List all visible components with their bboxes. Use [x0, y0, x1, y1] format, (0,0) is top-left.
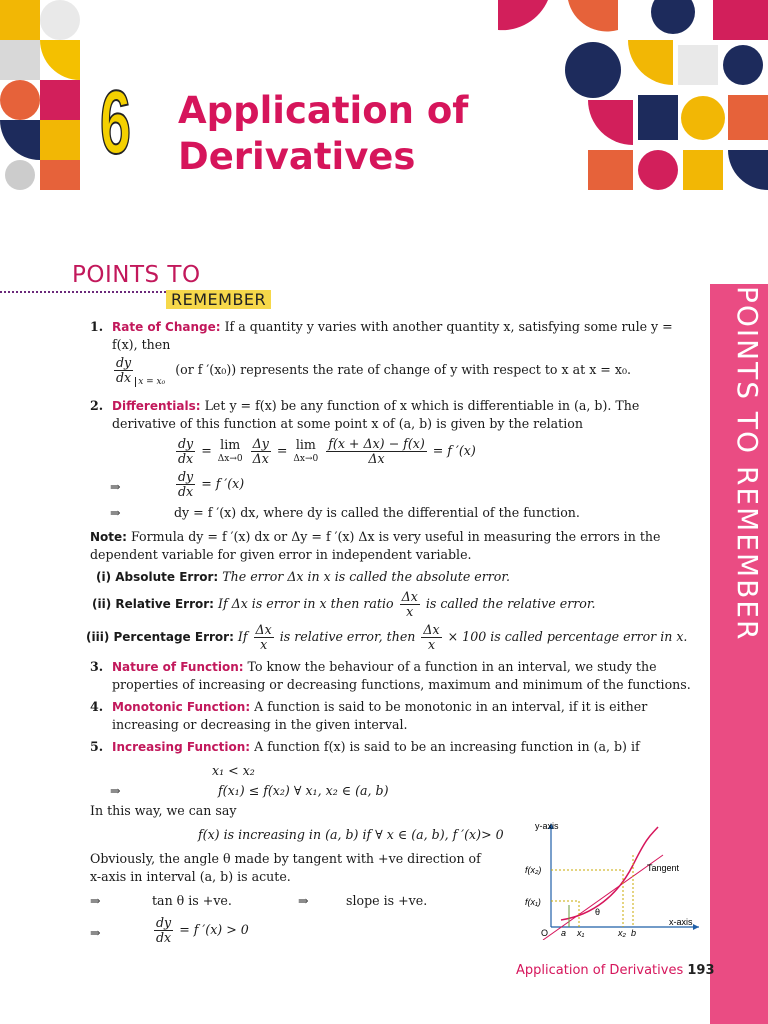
- point-number: 5.: [90, 739, 104, 754]
- percentage-error-text: × 100 is called percentage error in x.: [447, 629, 688, 644]
- point-term: Rate of Change:: [112, 320, 221, 334]
- dy-dx-fraction: $\frac{dy}{dx}$: [116, 355, 132, 385]
- point-text: A function is said to be monotonic in an interval, if it is either increasing or decreasing in the given interval.: [112, 699, 648, 732]
- differential-equation: dy = f ′(x) dx, where dy is called the differential of the function.: [174, 505, 580, 520]
- graph-fx2-label: f(x₂): [525, 865, 542, 875]
- point-number: 3.: [90, 659, 104, 674]
- slope-text: slope is +ve.: [346, 893, 428, 908]
- dotted-divider: [0, 291, 170, 293]
- point-monotonic-function: [90, 698, 700, 734]
- note-label: Note:: [90, 530, 127, 544]
- section-heading: POINTS TO: [72, 262, 201, 288]
- side-label: POINTS TO REMEMBER: [731, 286, 764, 642]
- graph-tangent-label: Tangent: [647, 863, 680, 873]
- graph-b-label: b: [631, 928, 637, 938]
- point-text: Let y = f(x) be any function of x which is differentiable in (a, b). The derivative of this function at some point x of (a, b) is given by the relation: [112, 398, 640, 431]
- implies-symbol: ⇒: [110, 783, 121, 798]
- point-number: 1.: [90, 319, 104, 334]
- relative-error-text: If Δx is error in x then ratio: [217, 596, 394, 611]
- point-term: Increasing Function:: [112, 740, 251, 754]
- point-term: Nature of Function:: [112, 660, 244, 674]
- graph-x2-label: x₂: [618, 928, 626, 938]
- graph-fx1-label: f(x₁): [525, 897, 541, 907]
- implies-symbol: ⇒: [90, 893, 101, 908]
- point-nature-of-function: [90, 658, 700, 694]
- percentage-error-text: is relative error, then: [279, 629, 416, 644]
- obviously-text: Obviously, the angle θ made by tangent with +ve direction of x-axis in interval (a, b) is acute.: [90, 851, 481, 884]
- point-term: Monotonic Function:: [112, 700, 251, 714]
- graph-theta-label: θ: [595, 907, 601, 917]
- point-term: Differentials:: [112, 399, 201, 413]
- percentage-error-text: If: [237, 629, 248, 644]
- percentage-error-label: (iii) Percentage Error:: [86, 630, 234, 644]
- chapter-number: 6: [100, 73, 132, 173]
- point-differentials: 2. Differentials: Let y = f(x) be any function of x which is differentiable in (a, b). The derivative of this function at some point x of (a, b) is given by the relation $\frac{dy}{dx}$ = lim Δx→0 $\frac{\Delta y}{\Delta x}$ = lim Δx→0 $\frac{f(x + \Delta x) - f(x)}{\Delta x}$ = f ′(x) ⇒ $\frac{dy}{dx}$ = f ′(x) ⇒ dy = f ′(x) dx, where dy is called the differential of the function. Note: Formula dy = f ′(x) dx or Δy = f ′(x) Δx is very useful in measuring the errors in the dependent variable for given error in independent variable. (i) Absolute Error: The error Δx in x is called the absolute error. (ii) Relative Error: If Δx is error in x then ratio $\frac{\Delta x}{x}$ is called the relative error. (iii) Percentage Error: If $\frac{\Delta x}{x}$ is relative error, then $\frac{\Delta x}{x}$ × 100 is called percentage error in x.: [90, 397, 700, 652]
- increasing-condition: f(x) is increasing in (a, b) if ∀ x ∈ (a, b), f ′(x)> 0: [198, 827, 504, 842]
- increasing-function-graph: [523, 815, 703, 940]
- section-heading-highlight: REMEMBER: [166, 290, 271, 309]
- point-rate-of-change: [90, 318, 700, 391]
- point-number: 4.: [90, 699, 104, 714]
- point-text: If a quantity y varies with another quantity x, satisfying some rule y = f(x), then: [112, 319, 673, 352]
- point-number: 2.: [90, 398, 104, 413]
- graph-a-label: a: [561, 928, 567, 938]
- graph-y-axis-label: y-axis: [535, 821, 559, 831]
- page-footer: [516, 963, 715, 978]
- tan-text: tan θ is +ve.: [152, 893, 232, 908]
- decorative-tiles-left: [0, 0, 80, 190]
- derivative-limit-equation: $\frac{dy}{dx}$ = lim Δx→0 $\frac{\Delta y}{\Delta x}$ = lim Δx→0 $\frac{f(x + \Delta x) - f(x)}{\Delta x}$ = f ′(x): [178, 436, 476, 466]
- graph-x-axis-label: x-axis: [669, 917, 693, 927]
- relative-error-text: is called the relative error.: [425, 596, 596, 611]
- final-condition: = f ′(x) > 0: [179, 922, 249, 937]
- footer-title: Application of Derivatives: [516, 963, 684, 978]
- chapter-title: [178, 88, 468, 180]
- decorative-tiles-right: [498, 0, 768, 190]
- chapter-title-line2: Derivatives: [178, 135, 416, 178]
- graph-origin-label: O: [541, 928, 549, 938]
- point-text: A function f(x) is said to be an increasing function in (a, b) if: [254, 739, 640, 754]
- point-increasing-function: 5. Increasing Function: A function f(x) is said to be an increasing function in (a, b) if x₁ < x₂ ⇒ f(x₁) ≤ f(x₂) ∀ x₁, x₂ ∈ (a, b) In this way, we can say f(x) is increasing in (a, b) if ∀ x ∈ (a, b), f ′(x)> 0 Obviously, the angle θ made by tangent with +ve direction of x-axis in interval (a, b) is acute. ⇒ tan θ is +ve. ⇒ slope is +ve. ⇒ $\frac{dy}{dx}$ = f ′(x) > 0: [90, 738, 700, 946]
- implies-symbol: ⇒: [90, 925, 101, 940]
- page-number: 193: [687, 963, 715, 978]
- relative-error-label: (ii) Relative Error:: [92, 597, 214, 611]
- implies-symbol: ⇒: [110, 479, 121, 494]
- condition-2: f(x₁) ≤ f(x₂) ∀ x₁, x₂ ∈ (a, b): [218, 783, 389, 798]
- evaluation-subscript: x = x₀: [135, 377, 165, 387]
- absolute-error-label: (i) Absolute Error:: [96, 570, 219, 584]
- condition-1: x₁ < x₂: [212, 763, 255, 778]
- point-text: (or f ′(x₀)) represents the rate of change of y with respect to x at x = x₀.: [175, 362, 632, 377]
- chapter-title-line1: Application of: [178, 89, 469, 132]
- absolute-error-text: The error Δx in x is called the absolute error.: [222, 569, 511, 584]
- implies-symbol: ⇒: [110, 505, 121, 520]
- implies-symbol: ⇒: [298, 893, 309, 908]
- say-text: In this way, we can say: [90, 803, 237, 818]
- note-text: Formula dy = f ′(x) dx or Δy = f ′(x) Δx is very useful in measuring the errors in the dependent variable for given error in independent variable.: [90, 529, 661, 562]
- graph-x1-label: x₁: [577, 928, 585, 938]
- point-text: To know the behaviour of a function in an interval, we study the properties of increasing or decreasing functions, maximum and minimum of the functions.: [112, 659, 691, 692]
